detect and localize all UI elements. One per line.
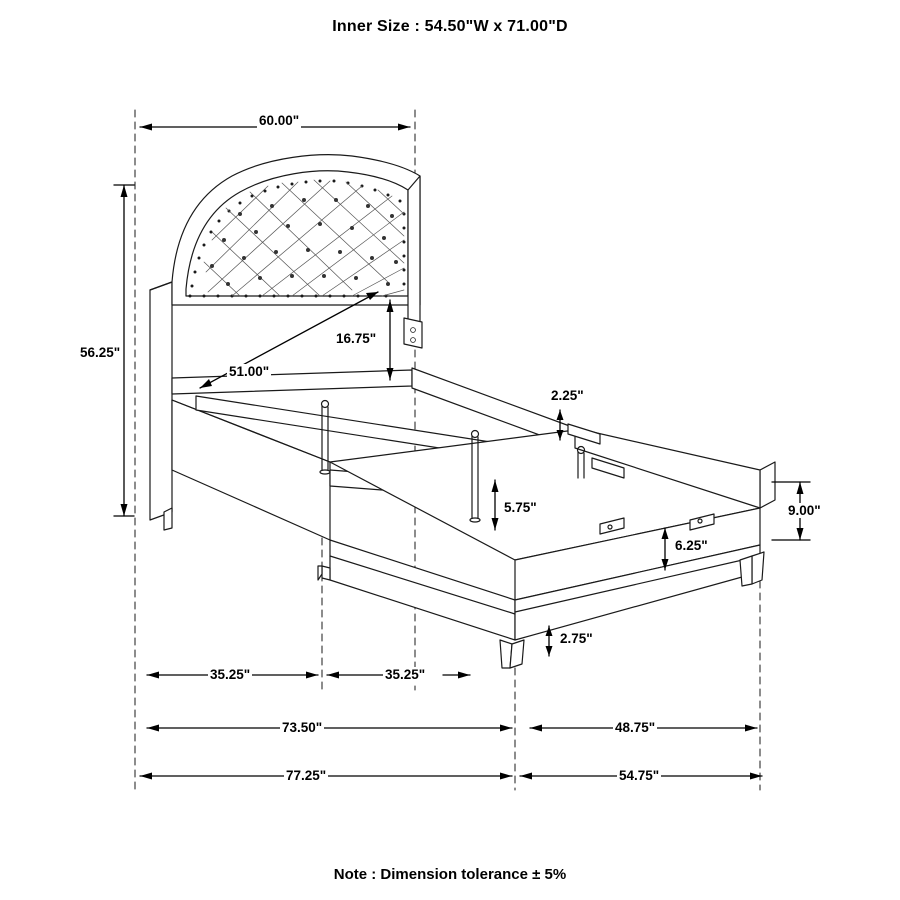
dimension-label-overall-length: 77.25" [286,768,327,783]
dimension-label-left-span: 35.25" [210,667,251,682]
dimension-label-deck-height: 6.25" [675,538,708,553]
page-title: Inner Size : 54.50"W x 71.00"D [332,18,568,35]
dimension-label-leg-height: 2.75" [560,631,593,646]
dimension-label-right-span: 35.25" [385,667,426,682]
dimension-label-side-rail-height: 9.00" [788,503,821,518]
dimension-label-headboard-width: 60.00" [259,113,300,128]
dimension-label-slat-height: 5.75" [504,500,537,515]
dimension-label-footboard-offset: 48.75" [615,720,656,735]
dimension-label-overall-height: 56.25" [80,345,121,360]
dimension-label-overall-width: 54.75" [619,768,660,783]
dimension-label-headboard-clearance: 16.75" [336,331,377,346]
dimension-label-overall-depth-inner: 73.50" [282,720,323,735]
dimension-label-rail-thickness: 2.25" [551,388,584,403]
dimension-label-headboard-panel-width: 51.00" [229,364,270,379]
tolerance-note: Note : Dimension tolerance ± 5% [333,866,567,883]
